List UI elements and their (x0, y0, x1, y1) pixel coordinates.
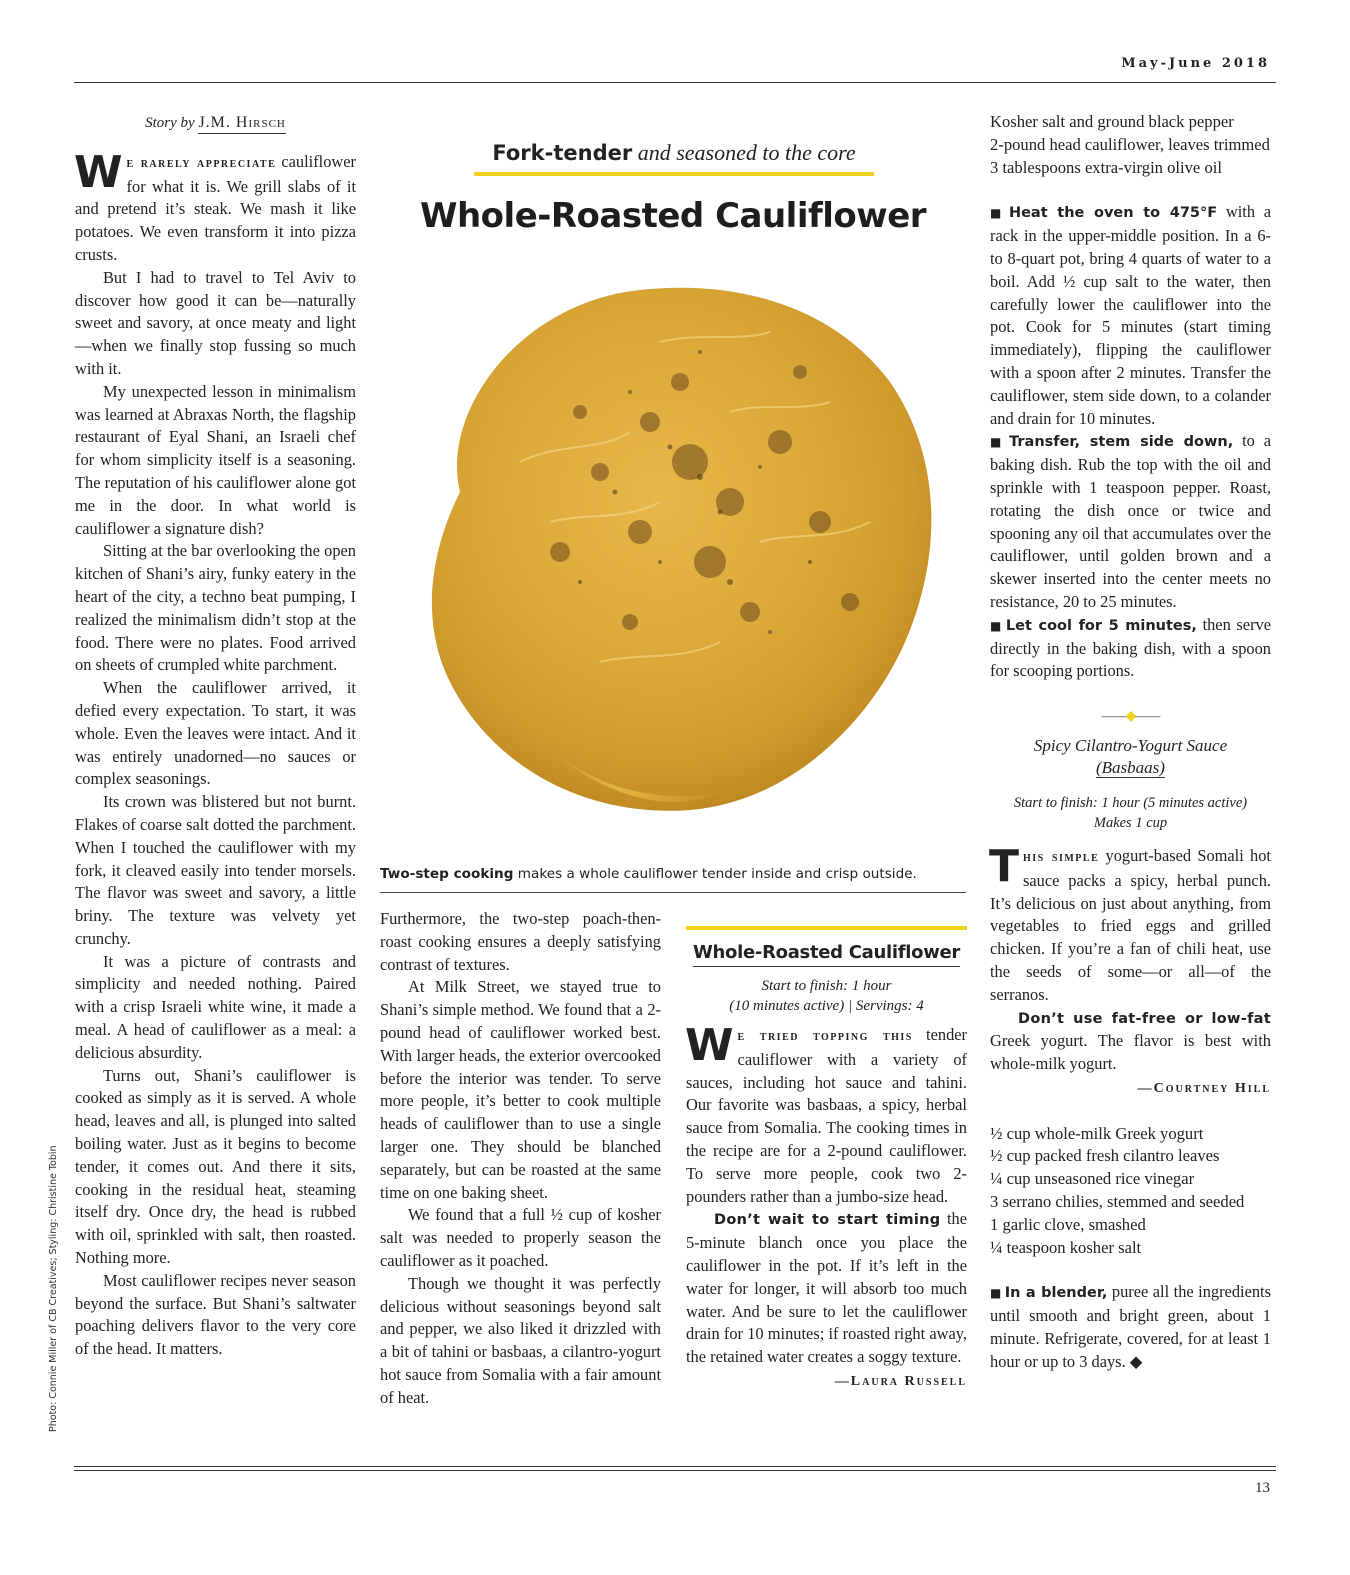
story-paragraph: Most cauliflower recipes never season beyond the surface. But Shani’s saltwater poaching delivers flavor to the very core of the head. It matters. (75, 1270, 356, 1359)
story-paragraph: But I had to travel to Tel Aviv to discover how good it can be—naturally sweet and savory, at once meaty and light—when we finally stop fussing so much with it. (75, 267, 356, 378)
header-rule (74, 82, 1276, 83)
story-paragraph: My unexpected lesson in minimalism was learned at Abraxas North, the flagship restaurant of Eyal Shani, an Israeli chef for whom simplicity itself is a seasoning. The reputation of his cauliflower alone got me in the door. In what world is cauliflower a signature dish? (75, 381, 356, 538)
recipe-servings: (10 minutes active) | Servings: 4 (729, 998, 924, 1014)
story-paragraph: Furthermore, the two-step poach-then-roast cooking ensures a deeply satisfying contrast of textures. (380, 909, 661, 974)
recipe-intro-text: tender cauliflower with a variety of sauces, including hot sauce and tahini. Our favorite was basbaas, a spicy, herbal sauce from Somalia. The cooking times in the recipe are for a 2-pound cauliflower. To serve more people, cook two 2-pounders rather than a jumbo-size head. (686, 1025, 967, 1206)
sauce-tip-lead: Don’t use fat-free or low-fat (1018, 1010, 1271, 1027)
sauce-tip-text: Greek yogurt. The flavor is best with whole-milk yogurt. (990, 1031, 1271, 1074)
bullet-icon: ■ (990, 618, 1003, 633)
sauce-time: Start to finish: 1 hour (5 minutes active) (1013, 794, 1248, 811)
story-dropcap: W (74, 146, 123, 198)
byline (75, 112, 356, 135)
issue-date: May-June 2018 (1121, 56, 1270, 71)
sauce-signature: —Courtney Hill (1137, 1080, 1271, 1096)
caption-bold: Two-step cooking (380, 866, 514, 882)
recipe-step (990, 614, 1271, 683)
recipe-tip-text: the 5-minute blanch once you place the cauliflower in the pot. If it’s left in the water for longer, it will absorb too much water. And be sure to let the cauliflower drain for 10 minutes; if roasted right away, the retained water creates a soggy texture. (686, 1209, 967, 1367)
section-divider: ——◆—— (1101, 708, 1160, 725)
sauce-dropcap: T (989, 840, 1020, 892)
byline-author: J.M. Hirsch (198, 114, 285, 134)
step-text: with a rack in the upper-middle position. In a 6- to 8-quart pot, bring 4 quarts of water to a boil. Add ½ cup salt to the water, then carefully lower the cauliflower into the pot. Cook for 5 minutes (start timing immediately), flipping the cauliflower with a spoon after 2 minutes. Transfer the cauliflower, stem side down, to a colander and drain for 10 minutes. (990, 202, 1271, 428)
story-lead-paragraph (74, 146, 356, 267)
photo-caption (380, 866, 970, 882)
kicker-italic: and seasoned to the core (637, 140, 856, 165)
bullet-icon: ■ (990, 206, 1006, 221)
story-paragraph: We found that a full ½ cup of kosher salt was needed to properly season the cauliflower as it poached. (380, 1205, 661, 1270)
recipe-dropcap: W (685, 1020, 734, 1071)
sauce-ingredients (990, 1123, 1271, 1260)
story-paragraph: At Milk Street, we stayed true to Shani’s simple method. We found that a 2-pound head of cauliflower worked best. With larger heads, the exterior overcooked before the interior was tender. To serve more people, it’s better to cook multiple heads of cauliflower than to use a single larger one. They should be blanched separately, but can be roasted at the same time on one baking sheet. (380, 977, 661, 1202)
story-paragraph: When the cauliflower arrived, it defied every expectation. To start, it was whole. Even the leaves were intact. And it was entirely unadorned—no sauces or complex seasonings. (75, 678, 356, 789)
recipe-tip-lead: Don’t wait to start timing (714, 1212, 941, 1229)
ingredient-item: ½ cup packed fresh cilantro leaves (990, 1146, 1220, 1166)
page-number: 13 (1255, 1480, 1270, 1496)
sauce-title-line2: (Basbaas) (1096, 757, 1165, 777)
recipe-step (990, 201, 1271, 430)
ingredient-item: ½ cup whole-milk Greek yogurt (990, 1123, 1204, 1143)
kicker (474, 140, 874, 176)
recipe-leadin: e tried topping this (737, 1029, 913, 1044)
step-lead: In a blender, (1004, 1285, 1108, 1302)
roasted-cauliflower-photo (400, 262, 950, 822)
byline-prefix: Story by (145, 115, 195, 131)
footer-rule (74, 1466, 1276, 1471)
recipe-column (990, 111, 1271, 1374)
recipe-step (990, 430, 1271, 613)
end-mark-icon: ◆ (1129, 1351, 1143, 1371)
diamond-icon: ◆ (1125, 709, 1136, 725)
ingredient-item: Kosher salt and ground black pepper (990, 112, 1234, 131)
sauce-intro-text: yogurt-based Somali hot sauce packs a spicy, herbal punch. It’s delicious on just about anything, from vegetables to fried eggs and grilled chicken. If you’re a fan of chili heat, use the seeds of some—or all—of the serranos. (990, 845, 1271, 1004)
step-text: then serve directly in the baking dish, with a spoon for scooping portions. (990, 614, 1272, 681)
step-text: puree all the ingredients until smooth and bright green, about 1 minute. Refrigerate, covered, for at least 1 hour or up to 3 days. (990, 1282, 1271, 1371)
photo-credit: Photo: Connie Miller of CB Creatives; Styling: Christine Tobin (48, 1145, 59, 1432)
story-paragraph: It was a picture of contrasts and simplicity and needed nothing. Paired with a crisp Israeli white wine, it made a meal. A head of cauliflower as a meal: a delicious absurdity. (75, 951, 356, 1062)
sauce-title-line1: Spicy Cilantro-Yogurt Sauce (1033, 735, 1228, 755)
story-paragraph: Sitting at the bar overlooking the open kitchen of Shani’s airy, funky eatery in the heart of the city, a techno beat pumping, I realized the minimalism didn’t stop at the food. There were no plates. Food arrived on sheets of crumpled white parchment. (75, 541, 356, 675)
story-column-1 (75, 112, 356, 1361)
step-lead: Heat the oven to 475°F (1008, 205, 1218, 222)
ingredient-item: 2-pound head cauliflower, leaves trimmed (990, 134, 1270, 154)
story-paragraph: Turns out, Shani’s cauliflower is cooked as simply as it is served. A whole head, leaves and all, is plunged into salted boiling water. Just as it begins to become tender, it comes out. And there it sits, cooking in the residual heat, steaming itself dry. Once dry, the head is rubbed with oil, sprinkled with salt, then roasted. Nothing more. (75, 1065, 356, 1268)
recipe-signature: —Laura Russell (834, 1373, 967, 1389)
sauce-meta (990, 793, 1271, 833)
step-lead: Let cool for 5 minutes, (1005, 617, 1197, 634)
ingredient-item: 1 garlic clove, smashed (990, 1214, 1146, 1234)
sauce-step (990, 1281, 1271, 1373)
story-p1-text: cauliflower for what it is. We grill slabs of it and pretend it’s steak. We mash it like potatoes. We even transform it into pizza crusts. (75, 151, 356, 264)
bullet-icon: ■ (990, 435, 1007, 450)
recipe-time: Start to finish: 1 hour (761, 978, 892, 994)
sauce-intro (989, 840, 1271, 1007)
sauce-leadin: his simple (1023, 849, 1100, 865)
step-lead: Transfer, stem side down, (1009, 434, 1234, 451)
recipe-ingredients (990, 111, 1271, 179)
sauce-yield: Makes 1 cup (1093, 814, 1168, 831)
ingredient-item: ¼ teaspoon kosher salt (990, 1237, 1142, 1257)
ingredient-item: 3 serrano chilies, stemmed and seeded (990, 1192, 1245, 1212)
story-leadin: e rarely appreciate (126, 155, 277, 171)
recipe-accent-rule (686, 926, 967, 930)
ingredient-item: 3 tablespoons extra-virgin olive oil (990, 157, 1222, 177)
caption-rule (380, 892, 966, 893)
step-text: to a baking dish. Rub the top with the oil and sprinkle with 1 teaspoon pepper. Roast, rotating the dish once or twice and spooning any oil that accumulates over the cauliflower, until golden brown and a skewer inserted into the center meets no resistance, 20 to 25 minutes. (990, 431, 1271, 611)
recipe-title-text: Whole-Roasted Cauliflower (693, 942, 960, 967)
recipe-intro (685, 1020, 967, 1208)
sauce-tip (990, 1007, 1271, 1076)
kicker-bold: Fork-tender (492, 141, 633, 165)
cauliflower-body (432, 288, 931, 811)
story-paragraph: Though we thought it was perfectly delicious without seasonings beyond salt and pepper, we also liked it drizzled with a bit of tahini or basbaas, a cilantro-yogurt hot sauce from Somalia with a fair amount of heat. (380, 1273, 661, 1407)
caption-text: makes a whole cauliflower tender inside and crisp outside. (517, 866, 917, 882)
ingredient-item: ¼ cup unseasoned rice vinegar (990, 1169, 1195, 1189)
headline: Whole-Roasted Cauliflower (419, 196, 927, 236)
recipe-intro-column (685, 1020, 967, 1394)
recipe-tip (686, 1208, 967, 1369)
story-column-2 (380, 908, 661, 1410)
story-paragraph: Its crown was blistered but not burnt. Flakes of coarse salt dotted the parchment. When I touched the cauliflower with my fork, it cleaved easily into tender morsels. The flavor was sweet and savory, a little briny. The texture was velvety yet crunchy. (75, 792, 356, 948)
sauce-title (990, 735, 1271, 779)
recipe-title (686, 942, 967, 963)
bullet-icon: ■ (990, 1286, 1002, 1301)
recipe-meta (686, 976, 967, 1016)
